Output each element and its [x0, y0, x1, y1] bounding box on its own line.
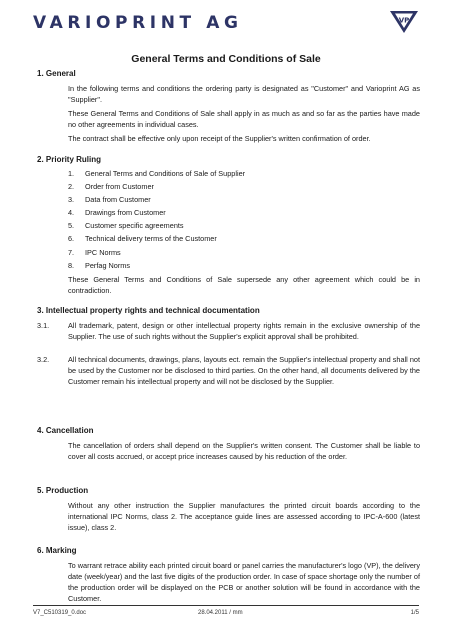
- general-paragraph: The contract shall be effective only upon receipt of the Supplier's written confirmation of order.: [68, 134, 371, 143]
- page-title: General Terms and Conditions of Sale: [131, 53, 321, 65]
- section-heading-ip: 3. Intellectual property rights and technical documentation: [37, 306, 260, 315]
- list-item: 5. Customer specific agreements: [68, 221, 184, 231]
- general-paragraph: These General Terms and Conditions of Sale shall apply in as much as and so far as the parties have made no other agreements in individual cases.: [68, 109, 420, 129]
- list-item: 4. Drawings from Customer: [68, 208, 166, 218]
- general-text: [68, 83, 420, 144]
- list-item: 8. Perfag Norms: [68, 260, 131, 270]
- section-heading-marking: 6. Marking: [37, 546, 77, 555]
- cancellation-text: The cancellation of orders shall depend on the Supplier's written consent. The Customer shall be liable to cover all costs accrued, or accept price increases caused by his reduction of the order.: [68, 441, 420, 461]
- production-text: Without any other instruction the Supplier manufactures the printed circuit boards according to the international IPC Norms, class 2. The acceptance guide lines are assessed according to IPC-A-600 (latest issue), class 2.: [68, 501, 420, 532]
- section-heading-cancellation: 4. Cancellation: [37, 426, 94, 435]
- footer-doc-id: V7_C510319_0.doc: [33, 610, 87, 616]
- list-item: 1. General Terms and Conditions of Sale of Supplier: [68, 169, 246, 178]
- footer-date: 28.04.2011 / mm: [198, 610, 243, 616]
- company-logo-text: VARIOPRINT AG: [33, 13, 243, 33]
- marking-text: To warrant retrace ability each printed circuit board or panel carries the manufacturer's logo (VP), the delivery date (week/year) and the last five digits of the production order. In case of space shortage only the number of the production order will be displayed on the PCB or another solution will be found in accordance with the Customer.: [68, 561, 420, 603]
- vp-logo-icon: [390, 11, 418, 38]
- general-paragraph: In the following terms and conditions the ordering party is designated as "Customer" and Varioprint AG as "Supplier".: [68, 84, 420, 104]
- priority-closing: These General Terms and Conditions of Sale supersede any other agreement which could be in contradiction.: [68, 275, 420, 295]
- section-heading-priority: 2. Priority Ruling: [37, 155, 102, 164]
- list-item: 3. Data from Customer: [68, 195, 151, 205]
- list-item: 7. IPC Norms: [68, 247, 121, 257]
- section-heading-production: 5. Production: [37, 486, 89, 495]
- list-item: 2. Order from Customer: [68, 182, 154, 192]
- ip-subsection-1: 3.1. All trademark, patent, design or other intellectual property rights remain in the exclusive ownership of the Supplier. The use of such rights without the Supplier's explicit approval shall be prohibited.: [37, 321, 420, 341]
- ip-subsection-2: 3.2. All technical documents, drawings, plans, layouts ect. remain the Supplier's intellectual property and shall not be used by the Customer nor be disclosed to third parties. On the other hand, all documents delivered by the Customer remain his intellectual property and will not be disclosed by the Supplier.: [37, 355, 420, 386]
- section-heading-general: 1. General: [37, 69, 76, 78]
- footer-divider: [33, 605, 419, 606]
- priority-list: [68, 167, 245, 272]
- list-item: 6. Technical delivery terms of the Customer: [68, 234, 217, 244]
- footer-page-number: 1/5: [410, 610, 419, 616]
- svg-text:VP: VP: [398, 16, 410, 25]
